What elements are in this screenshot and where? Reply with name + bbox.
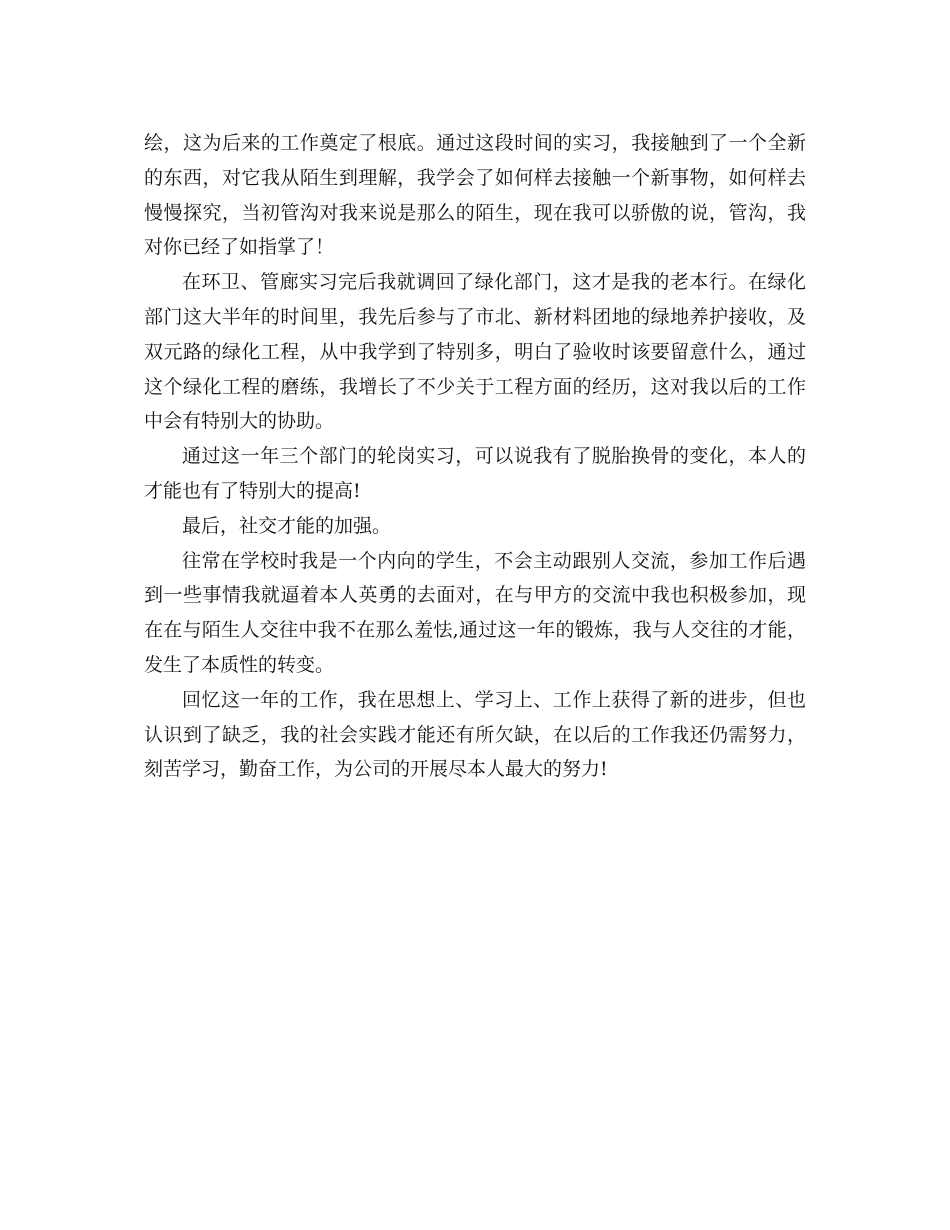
paragraph-continuation: 绘，这为后来的工作奠定了根底。通过这段时间的实习，我接触到了一个全新的东西，对它我从陌生到理解，我学会了如何样去接触一个新事物，如何样去慢慢探究，当初管沟对我来说是那么的陌生，现在我可以骄傲的说，管沟，我对你已经了如指掌了！ bbox=[144, 132, 806, 259]
paragraph-rotation-summary: 通过这一年三个部门的轮岗实习，可以说我有了脱胎换骨的变化，本人的才能也有了特别大的提高! bbox=[144, 445, 806, 502]
paragraph-greening-department: 在环卫、管廊实习完后我就调回了绿化部门，这才是我的老本行。在绿化部门这大半年的时间里，我先后参与了市北、新材料团地的绿地养护接收，及双元路的绿化工程，从中我学到了特别多，明白了验收时该要留意什么，通过这个绿化工程的磨练，我增长了不少关于工程方面的经历，这对我以后的工作中会有特别大的协助。 bbox=[144, 271, 806, 433]
paragraph-social-skills: 往常在学校时我是一个内向的学生，不会主动跟别人交流，参加工作后遇到一些事情我就逼着本人英勇的去面对，在与甲方的交流中我也积极参加，现在在与陌生人交往中我不在那么羞怯,通过这一年的锻炼，我与人交往的才能，发生了本质性的转变。 bbox=[144, 549, 806, 676]
paragraph-social-skills-heading: 最后，社交才能的加强。 bbox=[182, 514, 392, 537]
document-body bbox=[144, 126, 806, 787]
paragraph-conclusion: 回忆这一年的工作，我在思想上、学习上、工作上获得了新的进步，但也认识到了缺乏，我的社会实践才能还有所欠缺，在以后的工作我还仍需努力，刻苦学习，勤奋工作，为公司的开展尽本人最大的努力! bbox=[144, 688, 806, 781]
